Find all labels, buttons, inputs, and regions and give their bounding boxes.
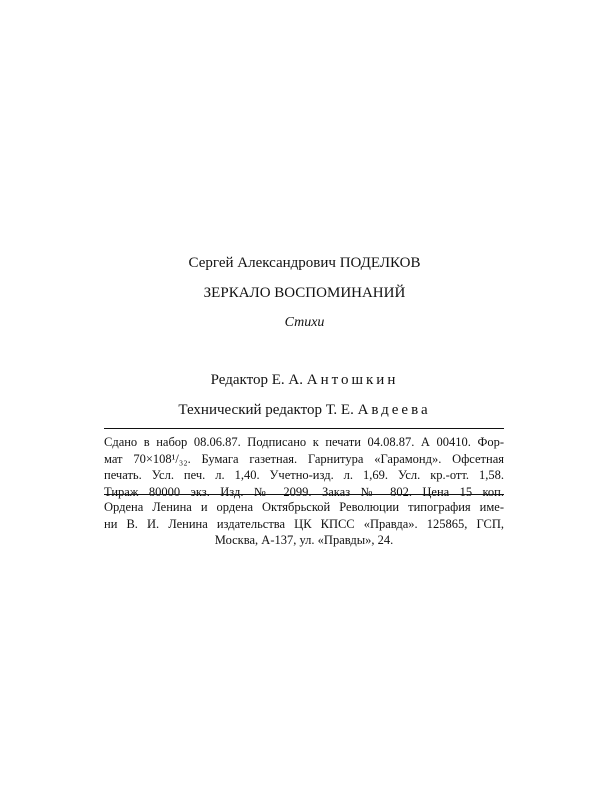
- imprint-line: Тираж 80000 экз. Изд. № 2099. Заказ № 802. Цена 15 коп.: [104, 484, 504, 499]
- imprint-block: [104, 434, 504, 500]
- tech-editor-label: Технический редактор Т. Е.: [178, 402, 354, 418]
- editor-credit: [0, 370, 609, 390]
- imprint-line: Сдано в набор 08.06.87. Подписано к печати 04.08.87. А 00410. Фор-: [104, 435, 504, 449]
- divider-top: [104, 428, 504, 429]
- printer-block: [104, 499, 504, 549]
- printer-line: ни В. И. Ленина издательства ЦК КПСС «Правда». 125865, ГСП,: [104, 516, 504, 531]
- editor-name: Антошкин: [306, 372, 399, 388]
- printer-line: Ордена Ленина и ордена Октябрьской Революции типография име-: [104, 500, 504, 514]
- tech-editor-credit: [0, 400, 609, 420]
- printer-line: Москва, А-137, ул. «Правды», 24.: [214, 533, 394, 547]
- editor-label: Редактор Е. А.: [210, 372, 303, 388]
- author-name: Сергей Александрович ПОДЕЛКОВ: [188, 255, 421, 271]
- divider-bottom: [104, 494, 504, 495]
- book-title: ЗЕРКАЛО ВОСПОМИНАНИЙ: [203, 285, 406, 301]
- imprint-line: печать. Усл. печ. л. 1,40. Учетно-изд. л. 1,69. Усл. кр.-отт. 1,58.: [104, 468, 504, 482]
- tech-editor-name: Авдеева: [357, 402, 431, 418]
- imprint-line: мат 70×108¹/₃₂. Бумага газетная. Гарнитура «Гарамонд». Офсетная: [104, 451, 504, 466]
- book-genre: Стихи: [284, 315, 325, 330]
